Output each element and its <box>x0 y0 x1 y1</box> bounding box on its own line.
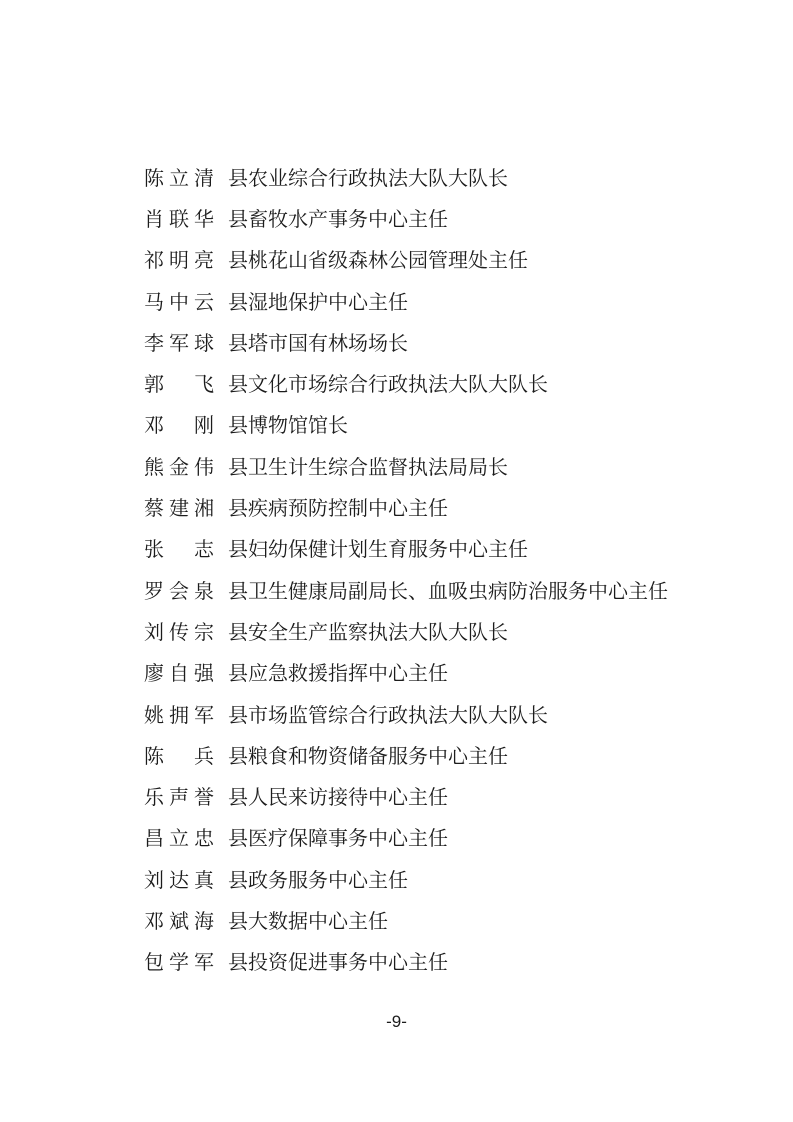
person-name: 廖自强 <box>144 661 214 686</box>
person-position: 县医疗保障事务中心主任 <box>228 826 448 851</box>
roster-row <box>144 694 704 735</box>
person-name: 刘达真 <box>144 867 214 892</box>
person-position: 县安全生产监察执法大队大队长 <box>228 619 508 644</box>
roster-row <box>144 776 704 817</box>
person-name: 郭飞 <box>144 372 214 397</box>
roster-row <box>144 322 704 363</box>
person-position: 县文化市场综合行政执法大队大队长 <box>228 372 548 397</box>
person-name: 陈兵 <box>144 743 214 768</box>
roster-row <box>144 157 704 198</box>
roster-row <box>144 529 704 570</box>
person-position: 县政务服务中心主任 <box>228 867 408 892</box>
person-name: 姚拥军 <box>144 702 214 727</box>
person-name: 包学军 <box>144 950 214 975</box>
person-name: 陈立清 <box>144 165 214 190</box>
roster-row <box>144 446 704 487</box>
person-position: 县人民来访接待中心主任 <box>228 785 448 810</box>
person-name: 邓斌海 <box>144 908 214 933</box>
roster-row <box>144 859 704 900</box>
roster-row <box>144 611 704 652</box>
person-position: 县畜牧水产事务中心主任 <box>228 206 448 231</box>
person-name: 祁明亮 <box>144 248 214 273</box>
roster-row <box>144 653 704 694</box>
person-position: 县疾病预防控制中心主任 <box>228 496 448 521</box>
roster-row <box>144 942 704 983</box>
person-position: 县桃花山省级森林公园管理处主任 <box>228 248 528 273</box>
person-position: 县湿地保护中心主任 <box>228 289 408 314</box>
roster-row <box>144 735 704 776</box>
person-name: 熊金伟 <box>144 454 214 479</box>
person-name: 刘传宗 <box>144 619 214 644</box>
person-position: 县卫生计生综合监督执法局局长 <box>228 454 508 479</box>
roster-row <box>144 281 704 322</box>
person-position: 县市场监管综合行政执法大队大队长 <box>228 702 548 727</box>
person-position: 县投资促进事务中心主任 <box>228 950 448 975</box>
person-name: 马中云 <box>144 289 214 314</box>
person-position: 县大数据中心主任 <box>228 908 388 933</box>
person-position: 县农业综合行政执法大队大队长 <box>228 165 508 190</box>
person-name: 李军球 <box>144 330 214 355</box>
person-name: 邓刚 <box>144 413 214 438</box>
person-position: 县应急救援指挥中心主任 <box>228 661 448 686</box>
roster-list <box>144 157 704 983</box>
person-name: 罗会泉 <box>144 578 214 603</box>
roster-row <box>144 487 704 528</box>
roster-row <box>144 405 704 446</box>
person-position: 县塔市国有林场场长 <box>228 330 408 355</box>
person-name: 肖联华 <box>144 206 214 231</box>
person-name: 蔡建湘 <box>144 496 214 521</box>
page-number: -9- <box>386 1012 407 1031</box>
roster-row <box>144 818 704 859</box>
person-position: 县妇幼保健计划生育服务中心主任 <box>228 537 528 562</box>
roster-row <box>144 363 704 404</box>
person-name: 乐声誉 <box>144 785 214 810</box>
person-position: 县粮食和物资储备服务中心主任 <box>228 743 508 768</box>
person-position: 县博物馆馆长 <box>228 413 348 438</box>
roster-row <box>144 240 704 281</box>
roster-row <box>144 900 704 941</box>
roster-row <box>144 198 704 239</box>
person-name: 昌立忠 <box>144 826 214 851</box>
person-position: 县卫生健康局副局长、血吸虫病防治服务中心主任 <box>228 578 668 603</box>
person-name: 张志 <box>144 537 214 562</box>
roster-row <box>144 570 704 611</box>
